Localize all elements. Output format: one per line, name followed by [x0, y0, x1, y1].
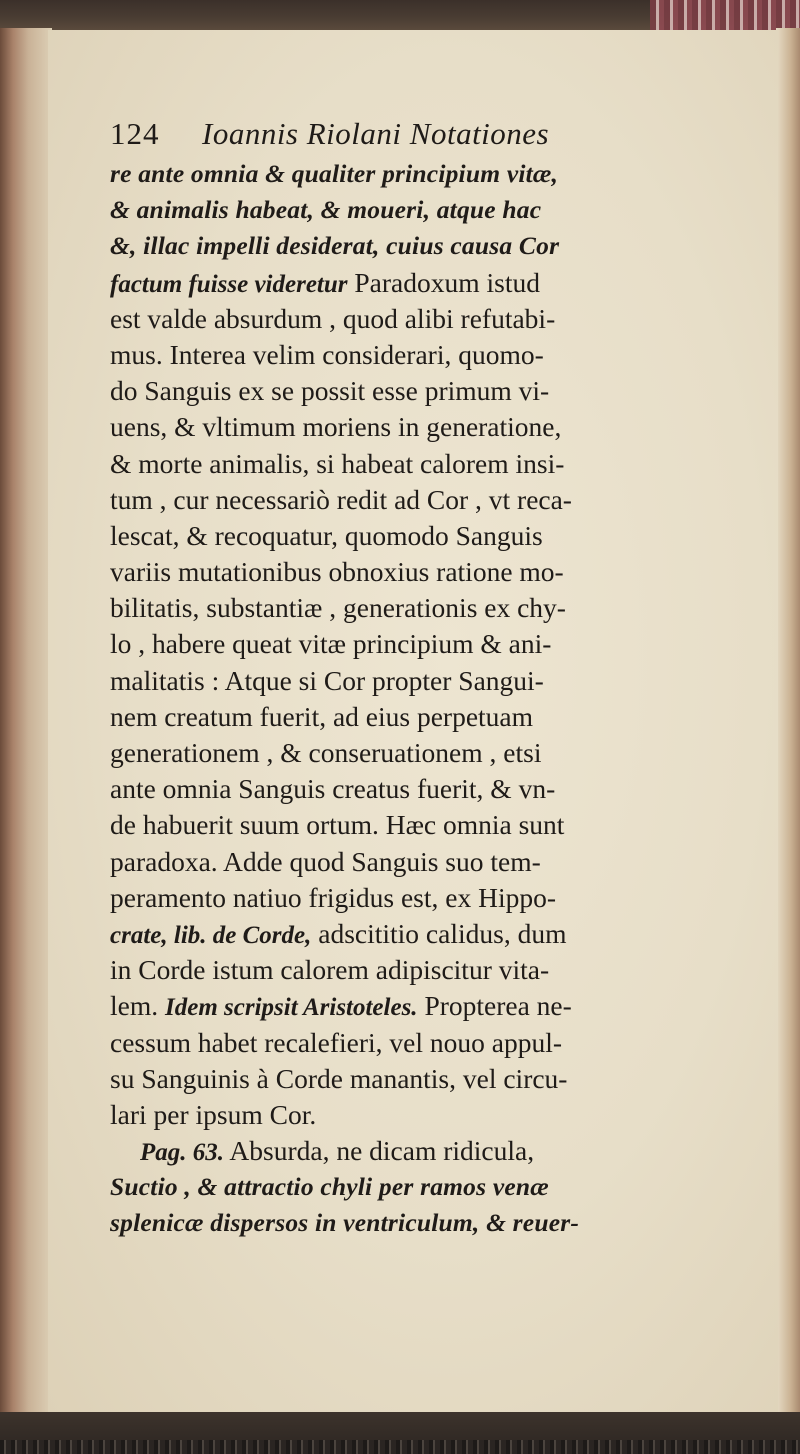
text-line: & animalis habeat, & moueri, atque hac	[110, 195, 542, 225]
text-line: peramento natiuo frigidus est, ex Hippo-	[110, 881, 557, 913]
text-line: uens, & vltimum moriens in generatione,	[110, 411, 562, 443]
body-text	[110, 156, 718, 1242]
page-text	[110, 112, 718, 1242]
text-line: variis mutationibus obnoxius ratione mo-	[110, 556, 564, 588]
text-line: in Corde istum calorem adipiscitur vita-	[110, 954, 550, 986]
text-line: cessum habet recalefieri, vel nouo appul-	[110, 1026, 563, 1058]
running-head	[110, 112, 718, 156]
text-line	[110, 1133, 718, 1169]
roman-run: Propterea ne-	[417, 990, 572, 1022]
italic-run: Pag. 63.	[140, 1139, 225, 1167]
text-line: do Sanguis ex se possit esse primum vi-	[110, 375, 550, 407]
text-line	[110, 988, 718, 1024]
text-line: mus. Interea velim considerari, quomo-	[110, 338, 544, 370]
italic-run: factum fuisse videretur	[110, 270, 348, 298]
text-line: & morte animalis, si habeat calorem insi-	[110, 447, 565, 479]
text-line: splenicæ dispersos in ventriculum, & reuer-	[110, 1208, 580, 1238]
text-line: su Sanguinis à Corde manantis, vel circu-	[110, 1062, 568, 1094]
text-line: de habuerit suum ortum. Hæc omnia sunt	[110, 809, 565, 841]
bottom-ribbon-edge	[0, 1440, 800, 1454]
text-line: re ante omnia & qualiter principium vitæ,	[110, 159, 559, 188]
text-line: paradoxa. Adde quod Sanguis suo tem-	[110, 845, 541, 877]
text-line: generationem , & conseruationem , etsi	[110, 737, 542, 768]
text-line	[110, 265, 718, 301]
text-line: nem creatum fuerit, ad eius perpetuam	[110, 700, 534, 732]
text-line: est valde absurdum , quod alibi refutabi-	[110, 302, 556, 334]
text-line: malitatis : Atque si Cor propter Sangui-	[110, 664, 544, 696]
roman-run: lem.	[110, 990, 165, 1022]
page-number: 124	[110, 116, 160, 151]
text-line: bilitatis, substantiæ , generationis ex chy-	[110, 592, 566, 624]
text-line: tum , cur necessariò redit ad Cor , vt reca-	[110, 483, 572, 515]
roman-run: adscititio calidus, dum	[311, 917, 567, 949]
text-line: lari per ipsum Cor.	[110, 1098, 317, 1130]
text-line: lescat, & recoquatur, quomodo Sanguis	[110, 519, 543, 551]
running-title: Ioannis Riolani Notationes	[202, 116, 550, 151]
italic-run: Idem scripsit Aristoteles.	[165, 994, 418, 1022]
roman-run: Absurda, ne dicam ridicula,	[224, 1135, 535, 1167]
text-line: &, illac impelli desiderat, cuius causa Cor	[110, 231, 560, 261]
italic-run: crate, lib. de Corde,	[110, 921, 312, 949]
text-line: Suctio , & attractio chyli per ramos venæ	[110, 1172, 549, 1202]
text-line: ante omnia Sanguis creatus fuerit, & vn-	[110, 773, 556, 805]
right-page-edge	[776, 28, 800, 1416]
left-book-gutter	[0, 28, 52, 1416]
text-line	[110, 916, 718, 952]
roman-run: Paradoxum istud	[347, 266, 540, 298]
text-line: lo , habere queat vitæ principium & ani-	[110, 628, 552, 660]
